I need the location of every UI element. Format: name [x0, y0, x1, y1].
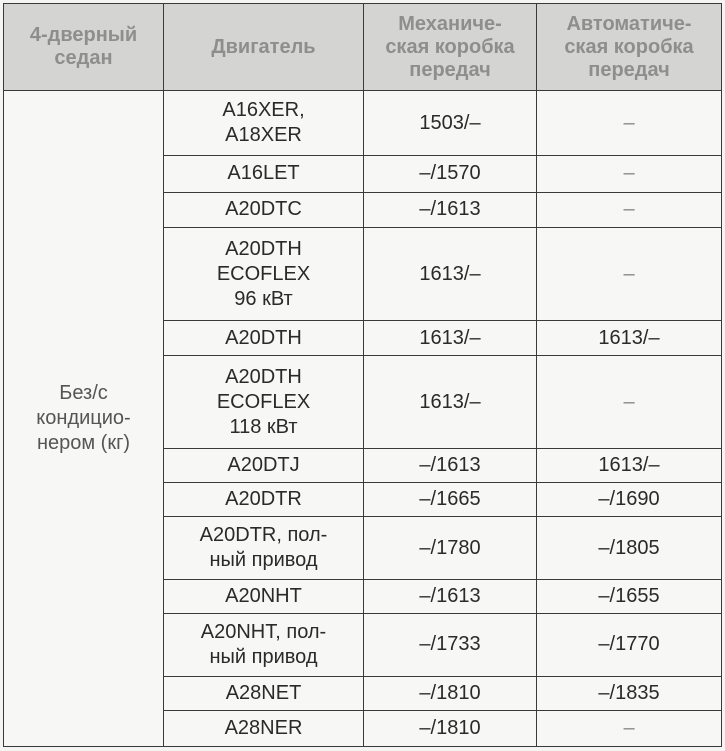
engine-cell: A20NHT	[164, 580, 364, 614]
auto-gearbox-cell: 1613/–	[537, 448, 722, 482]
engine-cell: A20DTH ECOFLEX 118 кВт	[164, 356, 364, 449]
manual-gearbox-cell: –/1613	[364, 448, 537, 482]
header-body-type: 4-дверный седан	[4, 4, 164, 91]
auto-gearbox-cell: –	[537, 356, 722, 449]
engine-cell: A20DTR, пол- ный привод	[164, 517, 364, 580]
manual-gearbox-cell: 1503/–	[364, 91, 537, 156]
auto-gearbox-cell: 1613/–	[537, 320, 722, 356]
table-row	[4, 91, 722, 156]
manual-gearbox-cell: –/1613	[364, 192, 537, 228]
engine-cell: A20DTJ	[164, 448, 364, 482]
engine-cell: A20DTH ECOFLEX 96 кВт	[164, 228, 364, 321]
auto-gearbox-cell: –	[537, 228, 722, 321]
manual-gearbox-cell: 1613/–	[364, 356, 537, 449]
manual-gearbox-cell: –/1810	[364, 676, 537, 711]
auto-gearbox-cell: –	[537, 192, 722, 228]
table-body	[4, 91, 722, 747]
auto-gearbox-cell: –	[537, 91, 722, 156]
header-auto-gearbox: Автоматиче- ская коробка передач	[537, 4, 722, 91]
table-header	[4, 4, 722, 91]
auto-gearbox-cell: –/1805	[537, 517, 722, 580]
engine-cell: A16XER, A18XER	[164, 91, 364, 156]
auto-gearbox-cell: –	[537, 156, 722, 193]
auto-gearbox-cell: –/1690	[537, 482, 722, 517]
engine-cell: A20DTR	[164, 482, 364, 517]
manual-gearbox-cell: –/1780	[364, 517, 537, 580]
engine-cell: A16LET	[164, 156, 364, 193]
auto-gearbox-cell: –/1835	[537, 676, 722, 711]
manual-gearbox-cell: –/1570	[364, 156, 537, 193]
manual-gearbox-cell: –/1733	[364, 613, 537, 676]
auto-gearbox-cell: –	[537, 711, 722, 747]
body-type-cell: Без/с кондицио- нером (кг)	[4, 91, 164, 747]
engine-cell: A28NET	[164, 676, 364, 711]
manual-gearbox-cell: 1613/–	[364, 228, 537, 321]
manual-gearbox-cell: –/1665	[364, 482, 537, 517]
manual-gearbox-cell: –/1613	[364, 580, 537, 614]
header-engine: Двигатель	[164, 4, 364, 91]
manual-gearbox-cell: 1613/–	[364, 320, 537, 356]
engine-cell: A28NER	[164, 711, 364, 747]
engine-cell: A20DTH	[164, 320, 364, 356]
engine-cell: A20DTC	[164, 192, 364, 228]
weight-table	[3, 3, 722, 747]
manual-gearbox-cell: –/1810	[364, 711, 537, 747]
header-manual-gearbox: Механиче- ская коробка передач	[364, 4, 537, 91]
engine-cell: A20NHT, пол- ный привод	[164, 613, 364, 676]
auto-gearbox-cell: –/1770	[537, 613, 722, 676]
auto-gearbox-cell: –/1655	[537, 580, 722, 614]
